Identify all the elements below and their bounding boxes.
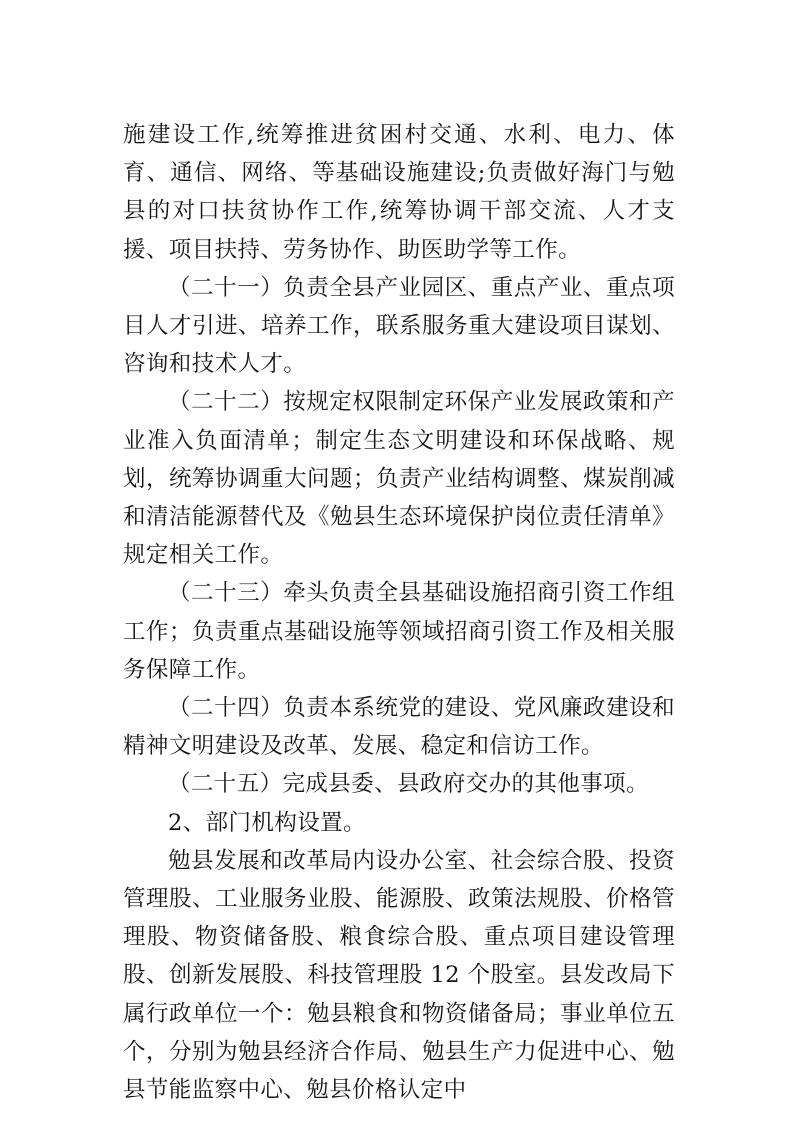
paragraph-infrastructure-continuation: 施建设工作,统筹推进贫困村交通、水利、电力、体育、通信、网络、等基础设施建设;负责做好海门与勉县的对口扶贫协作工作,统筹协调干部交流、人才支援、项目扶持、劳务协作、助医助学等工作。 (123, 122, 675, 263)
paragraph-item-21: （二十一）负责全县产业园区、重点产业、重点项目人才引进、培养工作，联系服务重大建设项目谋划、咨询和技术人才。 (123, 274, 675, 378)
paragraph-item-23: （二十三）牵头负责全县基础设施招商引资工作组工作；负责重点基础设施等领域招商引资工作及相关服务保障工作。 (123, 580, 675, 683)
section-heading-org-structure: 2、部门机构设置。 (168, 809, 366, 836)
paragraph-org-structure: 勉县发展和改革局内设办公室、社会综合股、投资管理股、工业服务业股、能源股、政策法规股、价格管理股、物资储备股、粮食综合股、重点项目建设管理股、创新发展股、科技管理股 12 个股室。县发改局下属行政单位一个：勉县粮食和物资储备局；事业单位五个，分别为勉县经济合作局、勉县生产力促进中心、勉县节能监察中心、勉县价格认定中 (123, 847, 675, 1104)
paragraph-item-22: （二十二）按规定权限制定环保产业发展政策和产业准入负面清单；制定生态文明建设和环保战略、规划，统筹协调重大问题；负责产业结构调整、煤炭削减和清洁能源替代及《勉县生态环境保护岗位责任清单》规定相关工作。 (123, 389, 675, 569)
paragraph-item-24: （二十四）负责本系统党的建设、党风廉政建设和精神文明建设及改革、发展、稳定和信访工作。 (123, 695, 675, 760)
paragraph-item-25: （二十五）完成县委、县政府交办的其他事项。 (168, 771, 649, 798)
document-body (123, 116, 675, 1109)
